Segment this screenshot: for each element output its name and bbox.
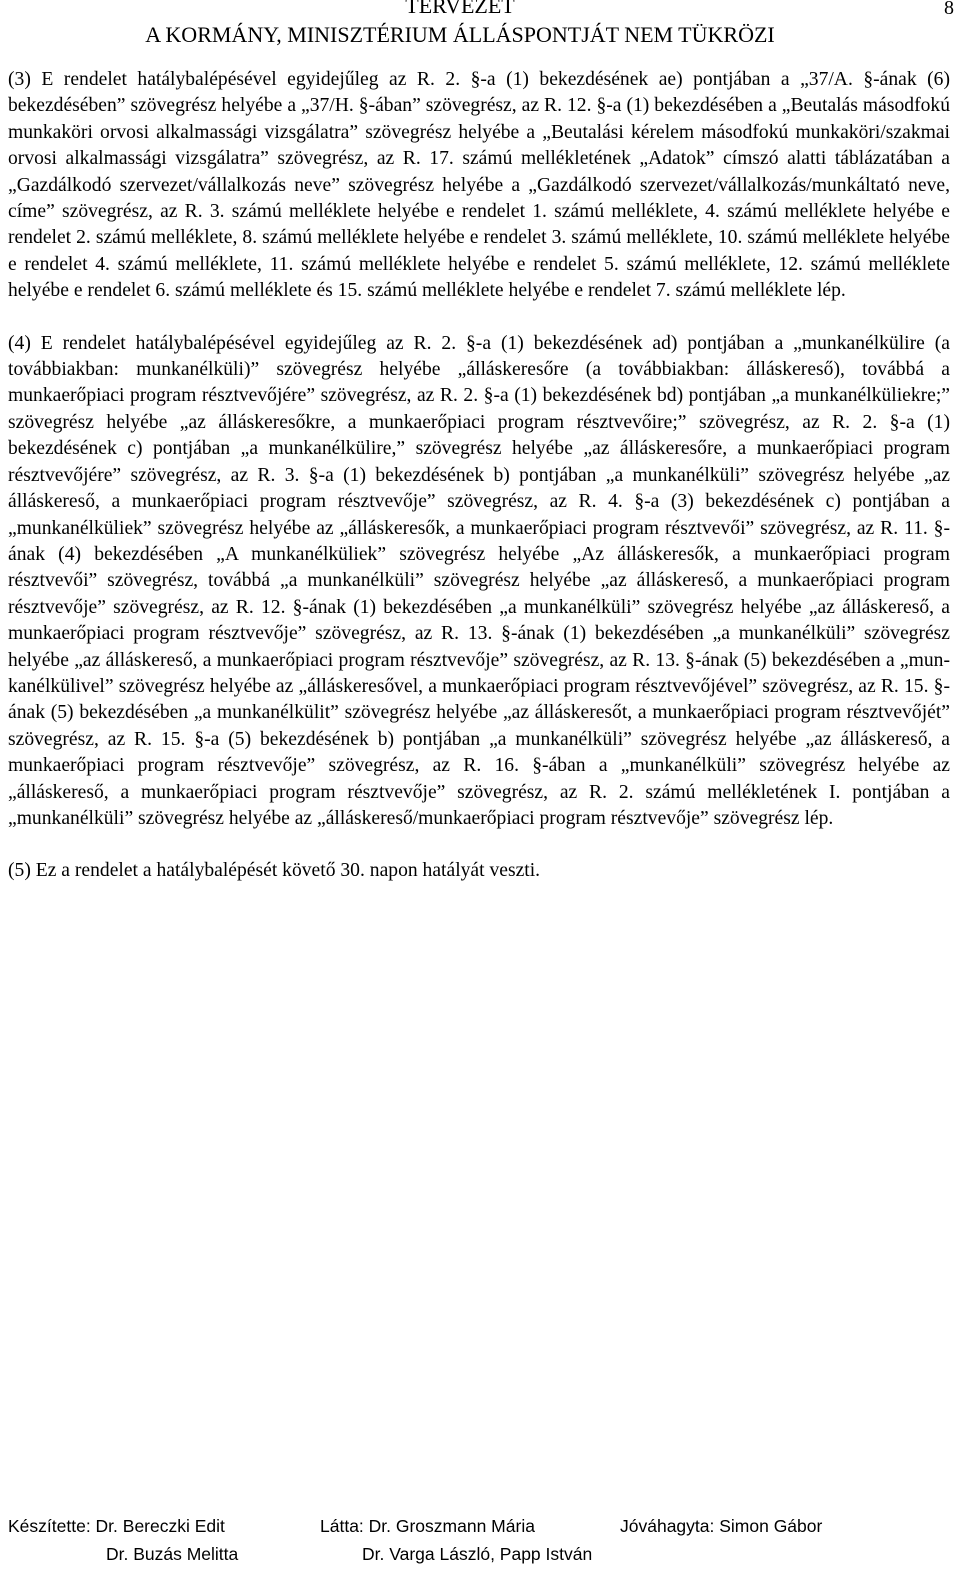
seen-by: Látta: Dr. Groszmann Mária — [320, 1516, 535, 1536]
paragraph-5: (5) Ez a rendelet a hatálybalépését követő 30. napon hatályát veszti. — [8, 860, 541, 882]
page-number: 8 — [944, 0, 954, 19]
disclaimer-label: A KORMÁNY, MINISZTÉRIUM ÁLLÁSPONTJÁT NEM TÜKRÖZI — [145, 22, 775, 47]
draft-label: TERVEZET — [405, 0, 515, 18]
approved-by: Jóváhagyta: Simon Gábor — [620, 1516, 823, 1536]
prepared-by-second: Dr. Buzás Melitta — [106, 1544, 239, 1564]
seen-by-second: Dr. Varga László, Papp István — [362, 1544, 593, 1564]
document-body — [8, 67, 950, 885]
page-header — [0, 0, 960, 60]
paragraph-3: (3) E rendelet hatálybalépésével egyidejűleg az R. 2. §-a (1) bekezdésének ae) pontjában a „37/A. §-ának (6) bekezdésében” szövegrész helyébe a „37/H. §-ában” szövegrész, az R. 12. §-a (1) bekezdésében a „Beutalás másodfokú munkaköri orvosi alkalmassági vizsgálatra” szövegrész helyébe a „Beutalási kérelem másodfokú munkaköri/szakmai orvosi alkalmassági vizsgálatra” szövegrész, az R. 17. számú mellékletének „Adatok” címszó alatti táblázatában a „Gazdálkodó szervezet/vállalkozás neve” szövegrész helyébe a „Gazdálkodó szervezet/vállalkozás/munkáltató neve, címe” szövegrész, az R. 3. számú melléklete helyébe e rendelet 1. számú melléklete, 4. számú melléklete helyébe e rendelet 2. számú melléklete, 8. számú melléklete helyébe e rendelet 3. számú melléklete, 10. számú melléklete helyébe e rendelet 4. számú melléklete, 11. számú melléklete helyébe e rendelet 5. számú melléklete, 12. számú melléklete helyébe e rendelet 6. számú melléklete és 15. számú melléklete helyébe e rendelet 7. számú melléklete lép. — [8, 69, 950, 302]
paragraph-4: (4) E rendelet hatálybalépésével egyidejűleg az R. 2. §-a (1) bekezdésének ad) pontjában a „munkanélkülire (a továbbiakban: munkanélküli)” szövegrész helyébe „álláskeresőre (a továbbiakban: álláskereső), továbbá a munkaerőpiaci program résztvevőjére” szövegrész, az R. 2. §-a (1) bekezdésének bd) pontjában „a munkanélküliekre;” szövegrész helyébe „az álláskeresőkre, a munkaerőpiaci program résztvevőire;” szövegrész, az R. 2. §-a (1) bekezdésének c) pontjában „a munkanélkülire,” szövegrész helyébe „az álláskeresőre, a munkaerőpiaci program résztvevőjére” szövegrész, az R. 3. §-a (1) bekezdésének b) pontjában „a munkanélküli” szövegrész helyébe „az álláskereső, a munkaerőpiaci program résztvevője” szövegrész, az R. 4. §-a (3) bekezdésének c) pontjában a „munkanélküliek” szövegrész helyébe az „álláskeresők, a munkaerőpiaci program résztvevői” szövegrész, az R. 11. §-ának (4) bekezdésében „A munkanélküliek” szövegrész helyébe „Az álláskeresők, a munkaerőpiaci program résztvevői” szövegrész, továbbá „a munkanélküli” szövegrész helyébe „az álláskereső, a munkaerőpiaci program résztvevője” szövegrész, az R. 12. §-ának (1) bekezdésében „a munkanélküli” szövegrész helyébe „az álláskereső, a munkaerőpiaci program résztvevője” szövegrész, az R. 13. §-ának (1) bekezdésében „a munkanélküli” szövegrész helyébe „az álláskereső, a munkaerőpiaci program résztvevője” szövegrész, az R. 13. §-ának (5) bekezdésében a „munkanélkülivel” szövegrész helyébe az „álláskeresővel, a munkaerőpiaci program résztvevőjével” szövegrész, az R. 15. §-ának (5) bekezdésében „a munkanélkülit” szövegrész helyébe „az álláskeresőt, a munkaerőpiaci program résztvevőjét” szövegrész, az R. 15. §-a (5) bekezdésének b) pontjában „a munkanélküli” szövegrész helyébe „az álláskereső, a munkaerőpiaci program résztvevője” szövegrész, az R. 16. §-ában a „munkanélküli” szövegrész helyébe az „álláskereső, a munkaerőpiaci program résztvevője” szövegrész, az R. 2. számú mellékletének I. pontjában a „munkanélküli” szövegrész helyébe az „álláskereső/munkaerőpiaci program résztvevője” szövegrész lép. — [8, 332, 950, 829]
prepared-by: Készítette: Dr. Bereczki Edit — [8, 1516, 225, 1536]
